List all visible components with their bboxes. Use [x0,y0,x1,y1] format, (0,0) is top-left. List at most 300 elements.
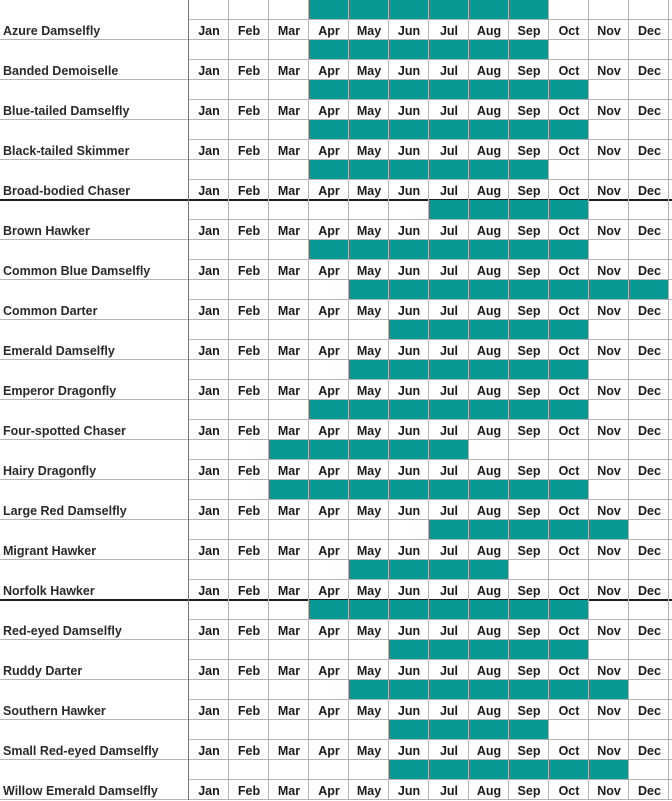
flight-period-bar [309,600,589,619]
month-label: Jan [198,544,220,558]
month-label: Jul [439,304,459,318]
month-label: Jun [397,624,421,638]
month-label: Jul [439,704,459,718]
column-divider [468,0,469,800]
month-label: Oct [558,264,580,278]
month-label: Jan [198,384,220,398]
month-label: Jun [397,704,421,718]
month-label: Sep [517,464,541,478]
month-label: May [356,464,382,478]
month-label: Apr [318,224,340,238]
month-label: Nov [597,504,621,518]
month-label: May [356,24,382,38]
species-name: Large Red Damselfly [3,504,127,518]
flight-period-bar [349,360,589,379]
month-label: Jan [198,584,220,598]
month-label: Dec [638,784,661,798]
flight-period-bar [389,640,589,659]
row-midline [189,179,672,180]
month-label: Nov [597,144,621,158]
month-label: Dec [638,384,661,398]
month-label: Dec [638,544,661,558]
month-label: Oct [558,384,580,398]
month-label: Aug [476,384,502,398]
month-label: Feb [237,384,261,398]
month-label: Jul [439,744,459,758]
month-label: May [356,64,382,78]
month-label: Jan [198,704,220,718]
month-label: Apr [318,544,340,558]
month-label: Aug [476,64,502,78]
month-label: Mar [277,264,301,278]
row-midline [189,499,672,500]
row-divider [0,719,672,720]
flight-period-bar [309,120,589,139]
month-label: Mar [277,744,301,758]
row-midline [189,379,672,380]
month-label: Sep [517,224,541,238]
month-label: Jun [397,24,421,38]
month-label: Aug [476,584,502,598]
month-label: Nov [597,224,621,238]
species-name: Four-spotted Chaser [3,424,126,438]
month-label: May [356,744,382,758]
month-label: Feb [237,304,261,318]
month-label: Dec [638,464,661,478]
month-label: Apr [318,784,340,798]
month-label: Jul [439,24,459,38]
month-label: Apr [318,464,340,478]
flight-period-bar [349,560,509,579]
month-label: Jun [397,544,421,558]
month-label: Mar [277,184,301,198]
month-label: Dec [638,704,661,718]
month-label: Nov [597,464,621,478]
month-label: Apr [318,344,340,358]
flight-period-bar [429,520,629,539]
month-label: Sep [517,264,541,278]
month-label: May [356,424,382,438]
month-label: Feb [237,344,261,358]
month-label: Mar [277,384,301,398]
month-label: Aug [476,784,502,798]
month-label: Dec [638,424,661,438]
month-label: Mar [277,424,301,438]
month-label: Nov [597,384,621,398]
month-label: Oct [558,304,580,318]
species-name: Ruddy Darter [3,664,83,678]
month-label: Sep [517,664,541,678]
month-label: Apr [318,424,340,438]
month-label: Jul [439,144,459,158]
month-label: Feb [237,544,261,558]
month-label: Jan [198,464,220,478]
month-label: Dec [638,344,661,358]
month-label: Apr [318,144,340,158]
month-label: Dec [638,184,661,198]
column-divider [348,0,349,800]
column-divider [268,0,269,800]
month-label: Jul [439,184,459,198]
month-label: May [356,304,382,318]
row-midline [189,259,672,260]
month-label: Apr [318,304,340,318]
column-divider [428,0,429,800]
row-midline [189,419,672,420]
month-label: Aug [476,184,502,198]
species-name: Broad-bodied Chaser [3,184,131,198]
month-label: Aug [476,624,502,638]
month-label: Jun [397,744,421,758]
month-label: Oct [558,144,580,158]
month-label: Apr [318,104,340,118]
month-label: Jun [397,264,421,278]
species-name: Southern Hawker [3,704,106,718]
flight-period-bar [309,400,589,419]
month-label: Nov [597,424,621,438]
flight-period-bar [309,0,549,19]
month-label: Feb [237,184,261,198]
column-divider [628,0,629,800]
row-midline [189,299,672,300]
flight-period-bar [349,680,629,699]
month-label: Nov [597,104,621,118]
month-label: Jan [198,424,220,438]
month-label: Apr [318,584,340,598]
month-label: Jul [439,624,459,638]
month-label: Jul [439,664,459,678]
month-label: Oct [558,224,580,238]
month-label: Oct [558,104,580,118]
month-label: Feb [237,784,261,798]
month-label: Mar [277,64,301,78]
month-label: Feb [237,464,261,478]
month-label: Apr [318,384,340,398]
month-label: Oct [558,344,580,358]
flight-period-bar [429,200,589,219]
month-label: Mar [277,544,301,558]
row-midline [189,339,672,340]
month-label: Jul [439,424,459,438]
month-label: Jun [397,184,421,198]
month-label: Sep [517,584,541,598]
month-label: Mar [277,464,301,478]
month-label: Aug [476,144,502,158]
flight-period-bar [309,80,589,99]
month-label: Jun [397,144,421,158]
month-label: Aug [476,344,502,358]
month-label: Sep [517,184,541,198]
month-label: Nov [597,544,621,558]
month-label: Jun [397,224,421,238]
month-label: Aug [476,224,502,238]
month-label: Feb [237,584,261,598]
month-label: May [356,544,382,558]
month-label: Oct [558,24,580,38]
column-divider [188,0,189,800]
month-label: Nov [597,24,621,38]
month-label: Jun [397,464,421,478]
month-label: Feb [237,224,261,238]
month-label: Jan [198,664,220,678]
flight-period-bar [389,320,589,339]
month-label: Aug [476,424,502,438]
month-label: Oct [558,664,580,678]
month-label: Jan [198,24,220,38]
month-label: Nov [597,624,621,638]
month-label: Jul [439,544,459,558]
month-label: Mar [277,104,301,118]
month-label: Jun [397,384,421,398]
month-label: May [356,144,382,158]
month-label: Sep [517,304,541,318]
month-label: Jan [198,344,220,358]
month-label: Mar [277,584,301,598]
month-label: Nov [597,744,621,758]
month-label: Aug [476,544,502,558]
month-label: Nov [597,784,621,798]
month-label: Jun [397,424,421,438]
flight-period-bar [309,160,549,179]
month-label: Dec [638,224,661,238]
month-label: May [356,184,382,198]
species-name: Norfolk Hawker [3,584,95,598]
month-label: Oct [558,624,580,638]
species-name: Banded Demoiselle [3,64,119,78]
month-label: Apr [318,24,340,38]
flight-period-bar [269,480,589,499]
month-label: Nov [597,344,621,358]
month-label: Mar [277,224,301,238]
month-label: Oct [558,504,580,518]
flight-period-bar [309,240,589,259]
month-label: Mar [277,624,301,638]
row-midline [189,139,672,140]
month-label: May [356,584,382,598]
flight-period-bar [309,40,549,59]
month-label: May [356,224,382,238]
flight-period-bar [389,720,549,739]
month-label: Apr [318,64,340,78]
month-label: Sep [517,784,541,798]
month-label: Mar [277,24,301,38]
month-label: Jan [198,184,220,198]
month-label: Jul [439,104,459,118]
month-label: May [356,104,382,118]
row-midline [189,659,672,660]
month-label: Feb [237,504,261,518]
month-label: Mar [277,664,301,678]
month-label: Jan [198,744,220,758]
month-label: Aug [476,664,502,678]
month-label: Dec [638,144,661,158]
species-name: Migrant Hawker [3,544,97,558]
month-label: Jul [439,64,459,78]
month-label: Feb [237,424,261,438]
month-label: Oct [558,784,580,798]
month-label: Apr [318,704,340,718]
month-label: Nov [597,184,621,198]
month-label: Jan [198,64,220,78]
month-label: Jul [439,264,459,278]
month-label: Apr [318,744,340,758]
month-label: Sep [517,544,541,558]
month-label: Nov [597,664,621,678]
month-label: Feb [237,624,261,638]
month-label: Feb [237,264,261,278]
month-label: Sep [517,104,541,118]
month-label: Aug [476,704,502,718]
month-label: Jan [198,304,220,318]
month-label: Apr [318,264,340,278]
species-name: Black-tailed Skimmer [3,144,130,158]
month-label: Jul [439,784,459,798]
month-label: Jan [198,104,220,118]
month-label: Jan [198,624,220,638]
month-label: Aug [476,24,502,38]
month-label: May [356,624,382,638]
month-label: Sep [517,144,541,158]
month-label: Jul [439,344,459,358]
month-label: Jan [198,784,220,798]
month-label: Jul [439,504,459,518]
month-label: Jul [439,224,459,238]
month-label: Feb [237,104,261,118]
month-label: May [356,384,382,398]
row-midline [189,59,672,60]
month-label: Oct [558,184,580,198]
month-label: Aug [476,264,502,278]
month-label: Jun [397,784,421,798]
month-label: Nov [597,264,621,278]
month-label: Dec [638,624,661,638]
species-name: Hairy Dragonfly [3,464,97,478]
month-label: Aug [476,744,502,758]
month-label: Mar [277,504,301,518]
column-divider [548,0,549,800]
species-name: Brown Hawker [3,224,90,238]
species-name: Willow Emerald Damselfly [3,784,158,798]
month-label: Oct [558,744,580,758]
month-label: Aug [476,504,502,518]
month-label: Oct [558,544,580,558]
species-name: Emerald Damselfly [3,344,115,358]
month-label: Oct [558,704,580,718]
month-label: Aug [476,104,502,118]
month-label: Sep [517,24,541,38]
month-label: Nov [597,64,621,78]
month-label: Dec [638,304,661,318]
month-label: Apr [318,624,340,638]
row-midline [189,739,672,740]
month-label: Mar [277,144,301,158]
month-label: Jun [397,584,421,598]
month-label: Jun [397,304,421,318]
species-name: Emperor Dragonfly [3,384,117,398]
month-label: Dec [638,64,661,78]
month-label: Aug [476,304,502,318]
month-label: May [356,344,382,358]
month-label: Dec [638,104,661,118]
species-name: Common Darter [3,304,98,318]
month-label: Mar [277,304,301,318]
flight-period-bar [269,440,469,459]
month-label: Nov [597,584,621,598]
month-label: Oct [558,584,580,598]
month-label: Jun [397,504,421,518]
month-label: Sep [517,744,541,758]
month-label: Jun [397,64,421,78]
species-name: Red-eyed Damselfly [3,624,122,638]
flight-period-bar [389,760,629,779]
month-label: Sep [517,424,541,438]
row-midline [189,579,672,580]
month-label: Jan [198,264,220,278]
month-label: May [356,664,382,678]
column-divider [508,0,509,800]
column-divider [668,0,669,800]
month-label: May [356,504,382,518]
month-label: Feb [237,744,261,758]
month-label: Sep [517,384,541,398]
month-label: Jul [439,584,459,598]
month-label: May [356,264,382,278]
species-name: Blue-tailed Damselfly [3,104,130,118]
month-label: Jun [397,104,421,118]
month-label: Sep [517,344,541,358]
row-midline [189,459,672,460]
month-label: Dec [638,664,661,678]
month-label: Nov [597,704,621,718]
month-label: Nov [597,304,621,318]
month-label: Jul [439,384,459,398]
month-label: Feb [237,664,261,678]
month-label: Mar [277,704,301,718]
month-label: Mar [277,784,301,798]
column-divider [228,0,229,800]
month-label: Jun [397,344,421,358]
month-label: Oct [558,64,580,78]
month-label: Jun [397,664,421,678]
column-divider [308,0,309,800]
row-midline [189,539,672,540]
month-label: Feb [237,24,261,38]
species-name: Small Red-eyed Damselfly [3,744,159,758]
month-label: Dec [638,744,661,758]
month-label: Oct [558,424,580,438]
month-label: Feb [237,704,261,718]
month-label: Dec [638,584,661,598]
species-name: Azure Damselfly [3,24,101,38]
month-label: Apr [318,504,340,518]
month-label: Jan [198,144,220,158]
month-label: Sep [517,64,541,78]
flight-period-bar [349,280,669,299]
column-divider [388,0,389,800]
month-label: Dec [638,24,661,38]
column-divider [588,0,589,800]
month-label: Apr [318,664,340,678]
month-label: May [356,784,382,798]
month-label: Dec [638,264,661,278]
row-midline [189,99,672,100]
month-label: Feb [237,144,261,158]
row-midline [189,19,672,20]
row-divider [0,559,672,560]
month-label: Jul [439,464,459,478]
month-label: Sep [517,624,541,638]
month-label: Feb [237,64,261,78]
